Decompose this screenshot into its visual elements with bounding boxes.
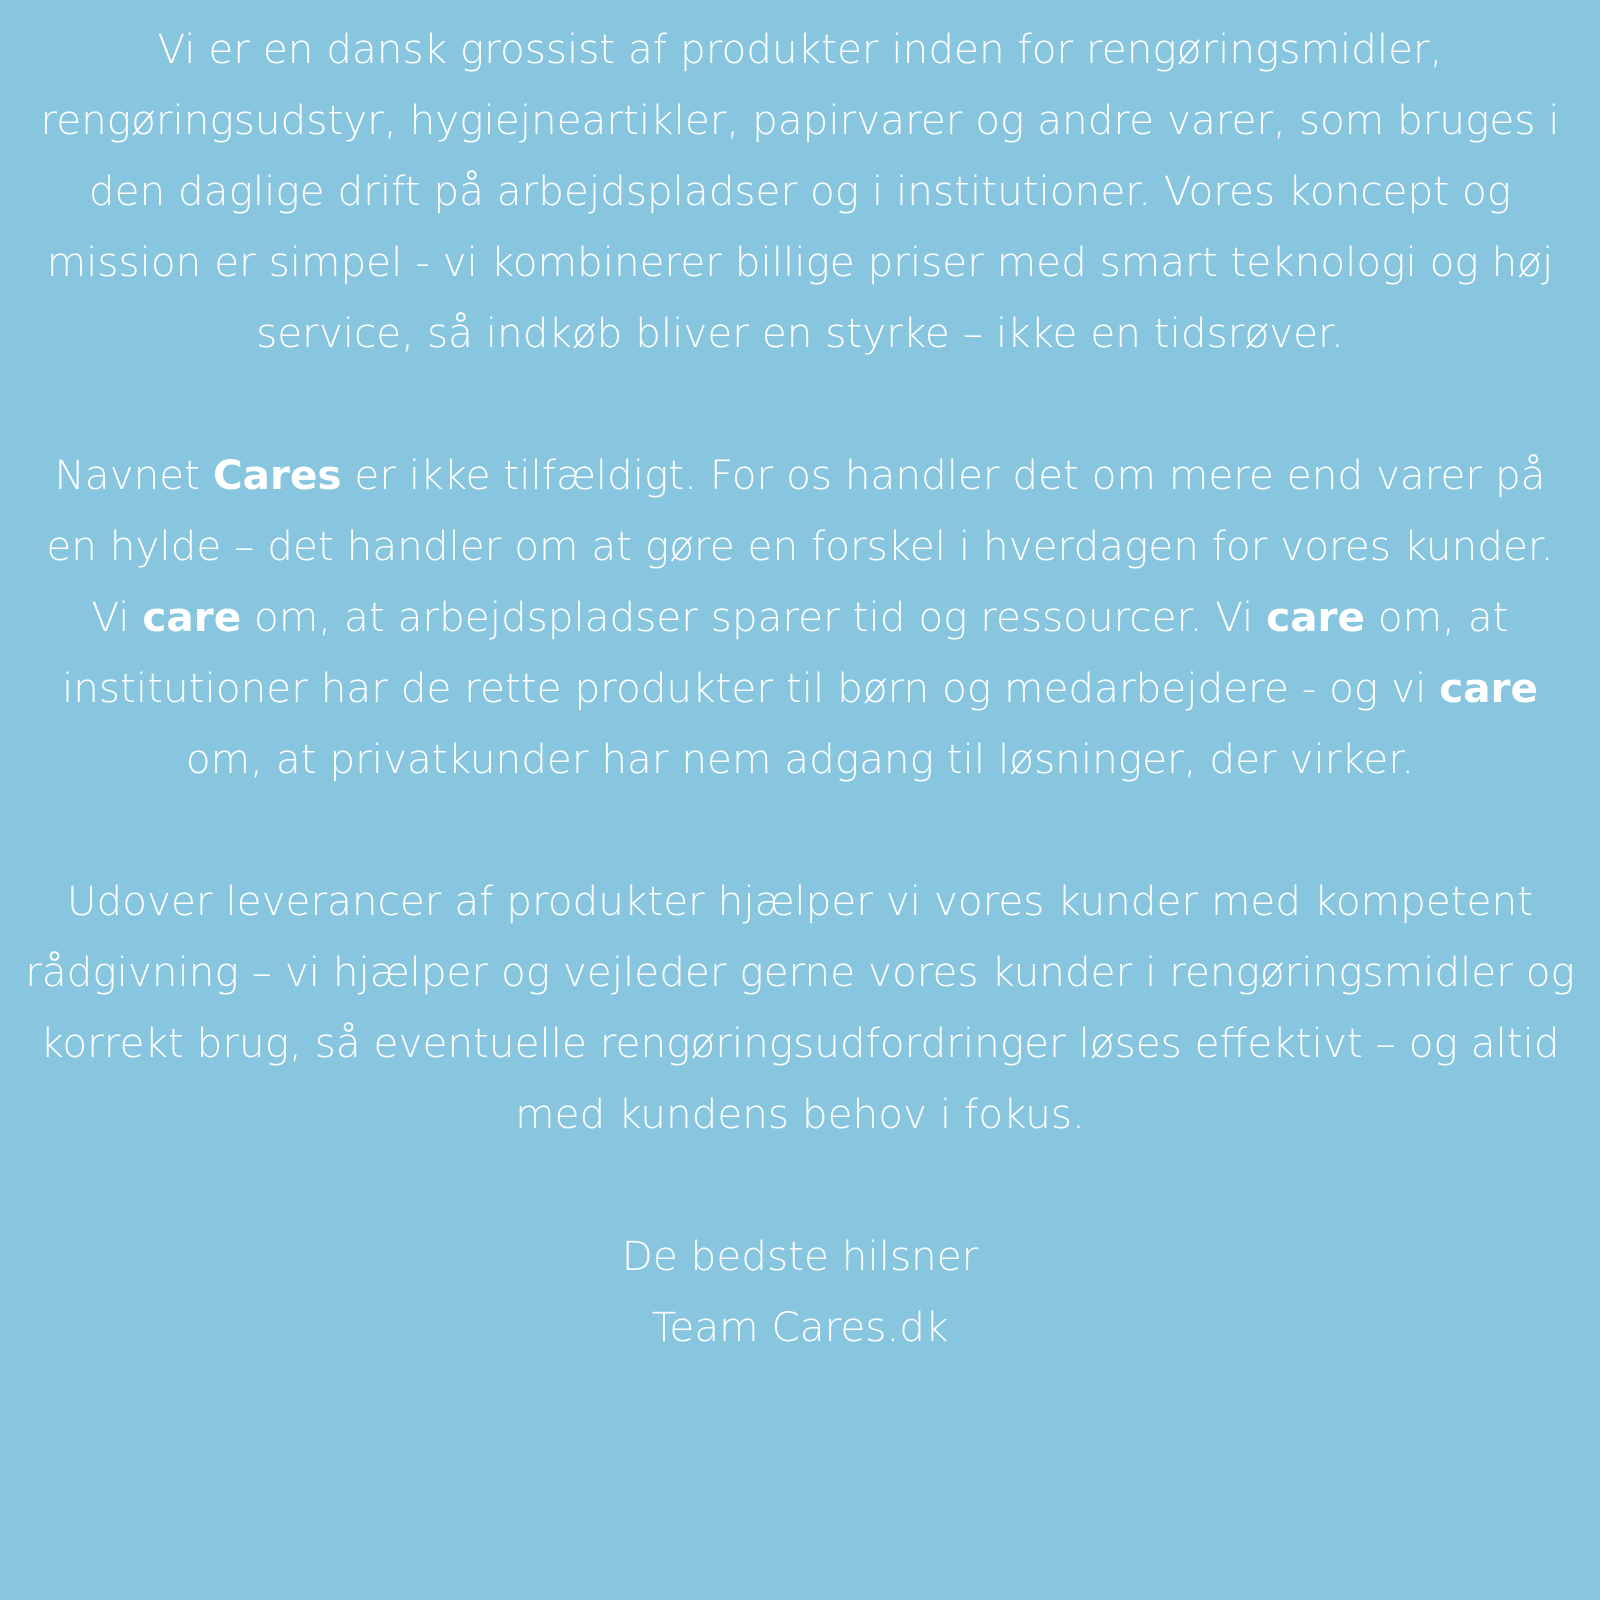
name-paragraph-text: om, at institutioner har de rette produkter til børn og medarbejdere - og vi	[62, 593, 1509, 712]
name-paragraph-text: er ikke tilfældigt. For os handler det om mere end varer på en hylde – det handler om at gøre en forskel i hverdagen for vores kunder. Vi	[46, 451, 1554, 641]
paragraph-spacer	[24, 369, 1576, 440]
name-paragraph	[24, 440, 1576, 795]
brand-emphasis: Cares	[212, 451, 342, 499]
signature-team: Team Cares.dk	[651, 1303, 949, 1351]
name-paragraph-text: om, at arbejdspladser sparer tid og ressourcer. Vi	[241, 593, 1267, 641]
paragraph-spacer	[24, 795, 1576, 866]
care-emphasis: care	[1266, 593, 1365, 641]
name-paragraph-text: Navnet	[54, 451, 213, 499]
care-emphasis: care	[142, 593, 242, 641]
services-paragraph: Udover leverancer af produkter hjælper vi vores kunder med kompetent rådgivning – vi hjælper og vejleder gerne vores kunder i rengøringsmidler og korrekt brug, så eventuelle rengøringsudfordringer løses effektivt – og altid med kundens behov i fokus.	[25, 877, 1575, 1138]
name-paragraph-text: om, at privatkunder har nem adgang til løsninger, der virker.	[185, 735, 1415, 783]
care-emphasis: care	[1439, 664, 1538, 712]
intro-paragraph: Vi er en dansk grossist af produkter inden for rengøringsmidler, rengøringsudstyr, hygiejneartikler, papirvarer og andre varer, som bruges i den daglige drift på arbejdspladser og i institutioner. Vores koncept og mission er simpel - vi kombinerer billige priser med smart teknologi og høj service, så indkøb bliver en styrke – ikke en tidsrøver.	[40, 25, 1560, 357]
paragraph-spacer	[24, 1150, 1576, 1221]
signature-greeting: De bedste hilsner	[621, 1232, 979, 1280]
